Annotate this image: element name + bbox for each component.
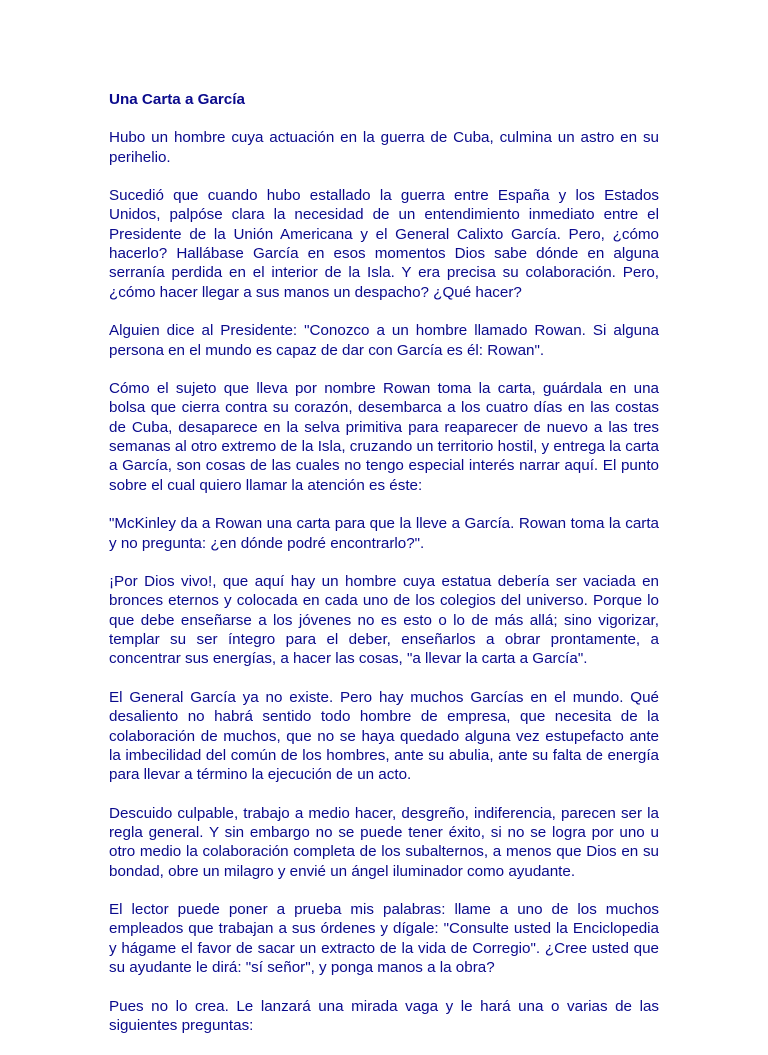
paragraph-6: ¡Por Dios vivo!, que aquí hay un hombre cuya estatua debería ser vaciada en bronces eternos y colocada en cada uno de los colegios del universo. Porque lo que debe enseñarse a los jóvenes no es esto o lo de más allá; sino vigorizar, templar su ser íntegro para el deber, enseñarlos a obrar prontamente, a concentrar sus energías, a hacer las cosas, "a llevar la carta a García". <box>109 573 659 668</box>
document-body <box>109 90 659 1055</box>
paragraph-9: El lector puede poner a prueba mis palabras: llame a uno de los muchos empleados que trabajan a sus órdenes y dígale: "Consulte usted la Enciclopedia y hágame el favor de sacar un extracto de la vida de Corregio". ¿Cree usted que su ayudante le dirá: "sí señor", y ponga manos a la obra? <box>109 901 659 977</box>
paragraph-1: Hubo un hombre cuya actuación en la guerra de Cuba, culmina un astro en su perihelio. <box>109 129 659 166</box>
paragraph-8: Descuido culpable, trabajo a medio hacer, desgreño, indiferencia, parecen ser la regla general. Y sin embargo no se puede tener éxito, si no se logra por uno u otro medio la colaboración completa de los subalternos, a menos que Dios en su bondad, obre un milagro y envié un ángel iluminador como ayudante. <box>109 804 659 880</box>
paragraph-3: Alguien dice al Presidente: "Conozco a un hombre llamado Rowan. Si alguna persona en el mundo es capaz de dar con García es él: Rowan". <box>109 322 659 359</box>
paragraph-10: Pues no lo crea. Le lanzará una mirada vaga y le hará una o varias de las siguientes preguntas: <box>109 997 659 1034</box>
document-title: Una Carta a García <box>109 91 245 108</box>
paragraph-5: "McKinley da a Rowan una carta para que la lleve a García. Rowan toma la carta y no pregunta: ¿en dónde podré encontrarlo?". <box>109 515 659 552</box>
paragraph-2: Sucedió que cuando hubo estallado la guerra entre España y los Estados Unidos, palpóse clara la necesidad de un entendimiento inmediato entre el Presidente de la Unión Americana y el General Calixto García. Pero, ¿cómo hacerlo? Hallábase García en esos momentos Dios sabe dónde en alguna serranía perdida en el interior de la Isla. Y era precisa su colaboración. Pero, ¿cómo hacer llegar a sus manos un despacho? ¿Qué hacer? <box>109 187 659 301</box>
paragraph-7: El General García ya no existe. Pero hay muchos Garcías en el mundo. Qué desaliento no habrá sentido todo hombre de empresa, que necesita de la colaboración de muchos, que no se haya quedado alguna vez estupefacto ante la imbecilidad del común de los hombres, ante su abulia, ante su falta de energía para llevar a término la ejecución de un acto. <box>109 688 659 784</box>
paragraph-4: Cómo el sujeto que lleva por nombre Rowan toma la carta, guárdala en una bolsa que cierra contra su corazón, desembarca a los cuatro días en las costas de Cuba, desaparece en la selva primitiva para reaparecer de nuevo a las tres semanas al otro extremo de la Isla, cruzando un territorio hostil, y entrega la carta a García, son cosas de las cuales no tengo especial interés narrar aquí. El punto sobre el cual quiero llamar la atención es éste: <box>109 380 659 494</box>
